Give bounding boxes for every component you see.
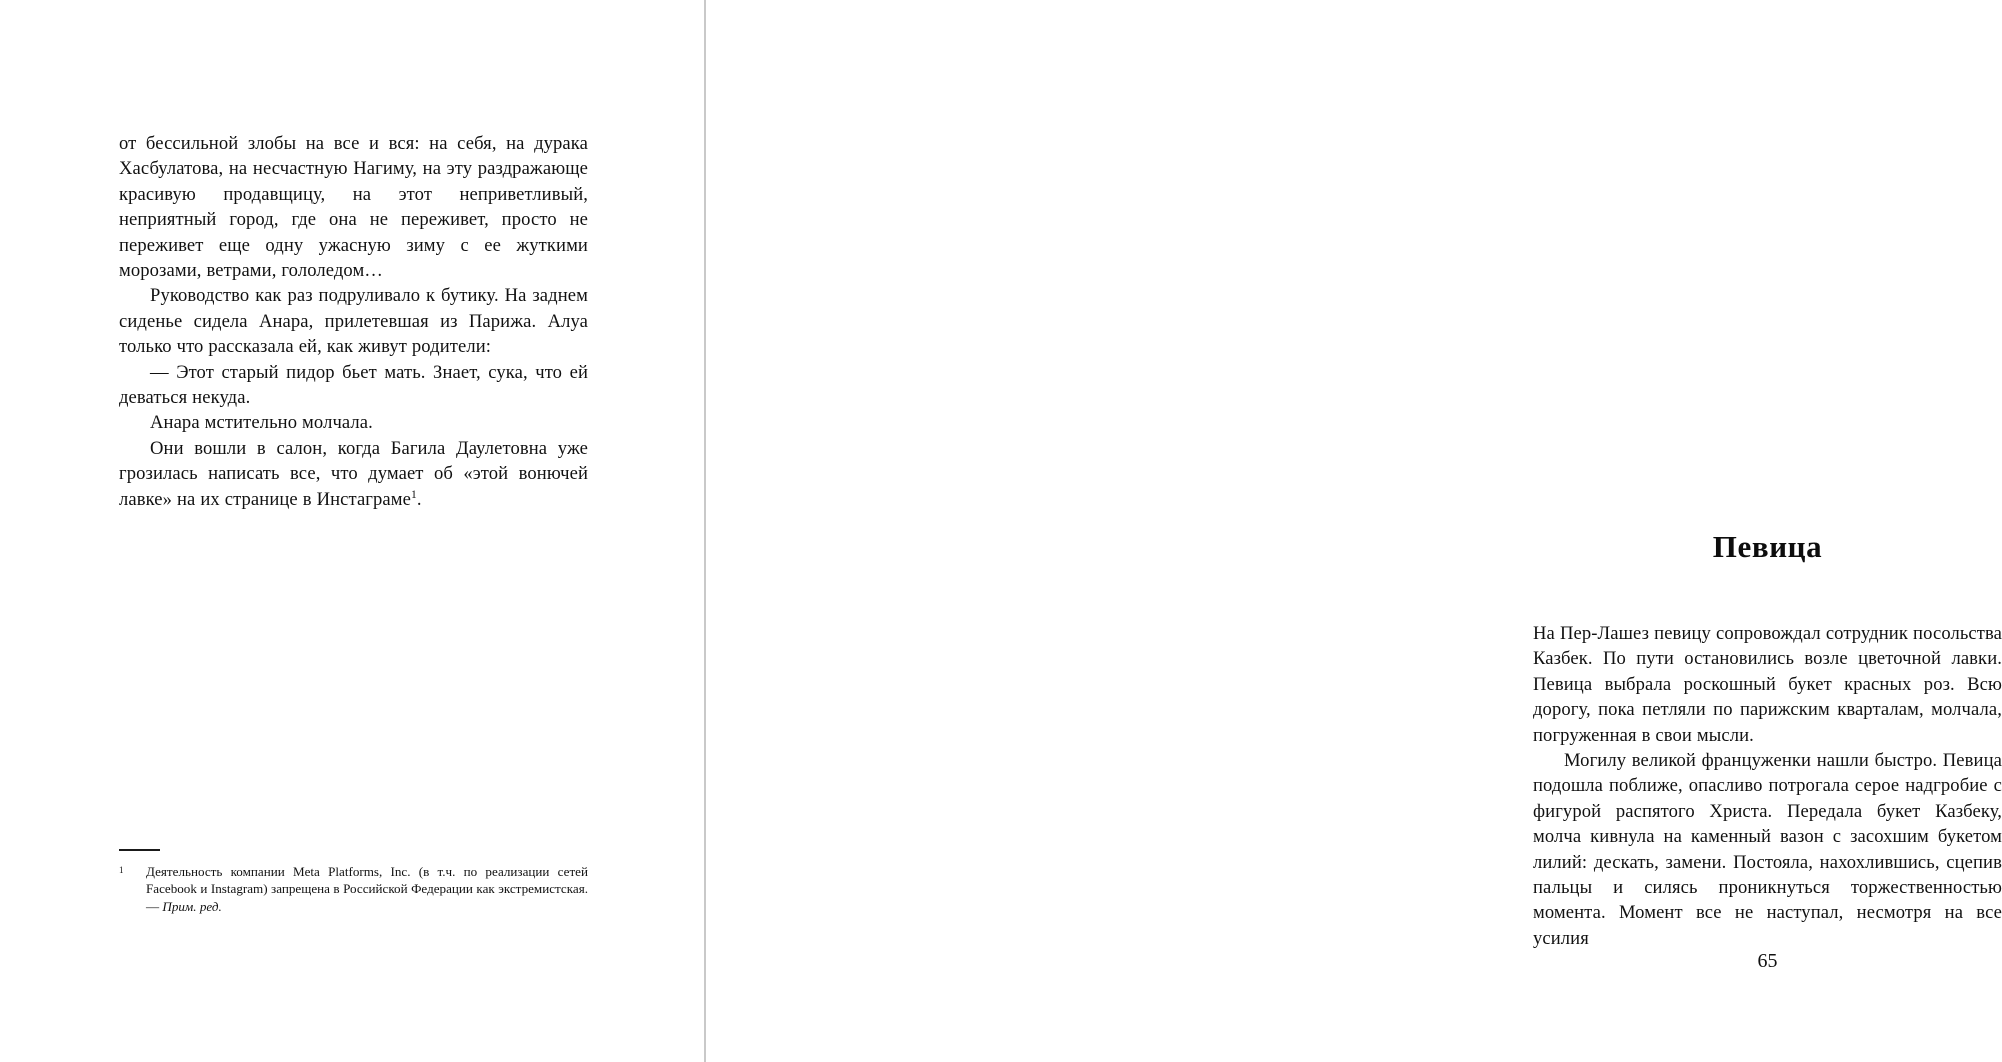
paragraph-dialogue: — Этот старый пидор бьет мать. Знает, сука, что ей деваться некуда.	[119, 361, 588, 409]
left-page	[0, 0, 704, 1062]
paragraph: На Пер-Лашез певицу сопровождал сотрудник посольства Казбек. По пути остановились возле цветочной лавки. Певица выбрала роскошный букет красных роз. Всю дорогу, пока петляли по парижским кварталам, молчала, погруженная в свои мысли.	[1533, 623, 2002, 746]
paragraph-with-footnote-ref	[119, 436, 588, 512]
footnote-area	[119, 849, 588, 915]
paragraph: Анара мстительно молчала.	[150, 412, 373, 434]
footnote-text-main: Деятельность компании Meta Platforms, Inc. (в т.ч. по реализации сетей Facebook и Instagram) запрещена в Российской Федерации как экстремистская. —	[146, 863, 588, 914]
footnote	[119, 863, 588, 916]
footnote-separator-rule	[119, 849, 160, 851]
footnote-editor-note: Прим. ред.	[162, 898, 222, 914]
chapter-title: Певица	[1712, 528, 1823, 564]
footnote-reference-marker[interactable]: 1	[411, 488, 417, 501]
right-page	[706, 0, 2002, 1062]
footnote-marker: 1	[119, 864, 124, 875]
paragraph: от бессильной злобы на все и вся: на себя, на дурака Хасбулатова, на несчастную Нагиму, на эту раздражающе красивую продавщицу, на этот неприветливый, неприятный город, где она не переживет, просто не переживет еще одну ужасную зиму с ее жуткими морозами, ветрами, гололедом…	[119, 133, 588, 282]
paragraph-text: Они вошли в салон, когда Багила Даулетовна уже грозилась написать все, что думает об «этой вонючей лавке» на их странице в Инстаграме	[119, 437, 588, 510]
left-page-body	[119, 131, 588, 512]
paragraph-text-tail: .	[416, 488, 422, 510]
paragraph: Руководство как раз подруливало к бутику. На заднем сиденье сидела Анара, прилетевшая из Парижа. Алуа только что рассказала ей, как живут родители:	[119, 285, 588, 358]
right-page-body	[1533, 621, 2002, 951]
footnote-text	[146, 863, 588, 916]
page-number: 65	[1757, 950, 1778, 972]
paragraph: Могилу великой француженки нашли быстро. Певица подошла поближе, опасливо потрогала серое надгробие с фигурой распятого Христа. Передала букет Казбеку, молча кивнула на каменный вазон с засохшим букетом лилий: дескать, замени. Постояла, нахохлившись, сцепив пальцы и силясь проникнуться торжественностью момента. Момент все не наступал, несмотря на все усилия	[1533, 750, 2002, 949]
